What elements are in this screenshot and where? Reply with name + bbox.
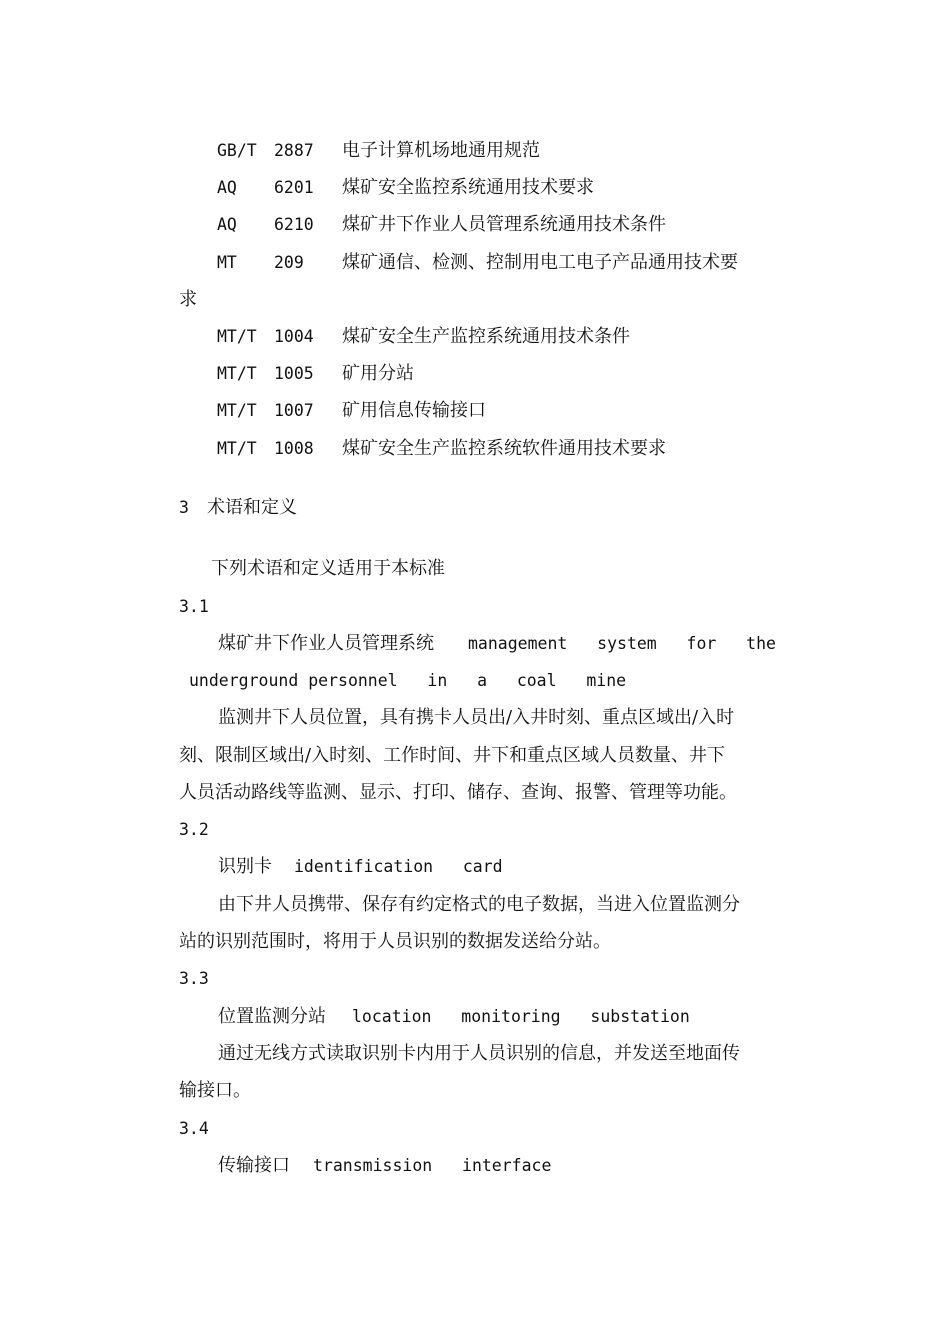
term-number: 3.4 — [179, 1119, 209, 1138]
term-number: 3.1 — [179, 597, 209, 616]
reference-title: 煤矿安全生产监控系统通用技术条件 — [342, 326, 630, 347]
term-chinese: 位置监测分站 — [218, 1006, 326, 1027]
term-english: location monitoring substation — [352, 1007, 690, 1026]
reference-prefix: GB/T — [217, 141, 257, 160]
reference-title: 煤矿安全监控系统通用技术要求 — [342, 177, 594, 198]
term-definition-line: 刻、限制区域出/入时刻、工作时间、井下和重点区域人员数量、井下 — [179, 745, 726, 766]
term-chinese: 识别卡 — [218, 856, 272, 877]
reference-title: 煤矿安全生产监控系统软件通用技术要求 — [342, 438, 666, 459]
term-number: 3.3 — [179, 969, 209, 988]
reference-number: 6210 — [274, 215, 314, 234]
term-chinese: 传输接口 — [218, 1155, 290, 1176]
reference-prefix: AQ — [217, 215, 237, 234]
reference-title: 电子计算机场地通用规范 — [342, 140, 540, 161]
term-english: management system for the — [468, 634, 776, 653]
reference-title: 煤矿通信、检测、控制用电工电子产品通用技术要 — [342, 252, 738, 273]
reference-prefix: MT/T — [217, 439, 257, 458]
term-definition-line: 监测井下人员位置，具有携卡人员出/入井时刻、重点区域出/入时 — [218, 707, 735, 728]
reference-prefix: AQ — [217, 178, 237, 197]
term-english: transmission interface — [313, 1156, 552, 1175]
reference-number: 209 — [274, 253, 304, 272]
reference-prefix: MT/T — [217, 364, 257, 383]
section-intro: 下列术语和定义适用于本标准 — [211, 558, 445, 579]
term-chinese: 煤矿井下作业人员管理系统 — [218, 633, 434, 654]
term-english-continuation: underground personnel in a coal mine — [189, 671, 627, 690]
reference-title-continuation: 求 — [179, 289, 197, 310]
reference-number: 1008 — [274, 439, 314, 458]
term-english: identification card — [294, 857, 503, 876]
reference-title: 矿用分站 — [342, 363, 414, 384]
term-number: 3.2 — [179, 820, 209, 839]
reference-number: 2887 — [274, 141, 314, 160]
reference-title: 煤矿井下作业人员管理系统通用技术条件 — [342, 214, 666, 235]
reference-number: 6201 — [274, 178, 314, 197]
term-definition-line: 由下井人员携带、保存有约定格式的电子数据，当进入位置监测分 — [218, 894, 740, 915]
term-definition-line: 站的识别范围时，将用于人员识别的数据发送给分站。 — [179, 931, 611, 952]
term-definition-line: 输接口。 — [179, 1080, 251, 1101]
reference-number: 1005 — [274, 364, 314, 383]
reference-prefix: MT — [217, 253, 237, 272]
reference-prefix: MT/T — [217, 327, 257, 346]
term-definition-line: 通过无线方式读取识别卡内用于人员识别的信息，并发送至地面传 — [218, 1043, 740, 1064]
section-number: 3 — [179, 498, 189, 517]
section-title: 术语和定义 — [207, 497, 297, 518]
reference-number: 1004 — [274, 327, 314, 346]
reference-prefix: MT/T — [217, 401, 257, 420]
reference-title: 矿用信息传输接口 — [342, 400, 486, 421]
term-definition-line: 人员活动路线等监测、显示、打印、储存、查询、报警、管理等功能。 — [179, 782, 737, 803]
reference-number: 1007 — [274, 401, 314, 420]
